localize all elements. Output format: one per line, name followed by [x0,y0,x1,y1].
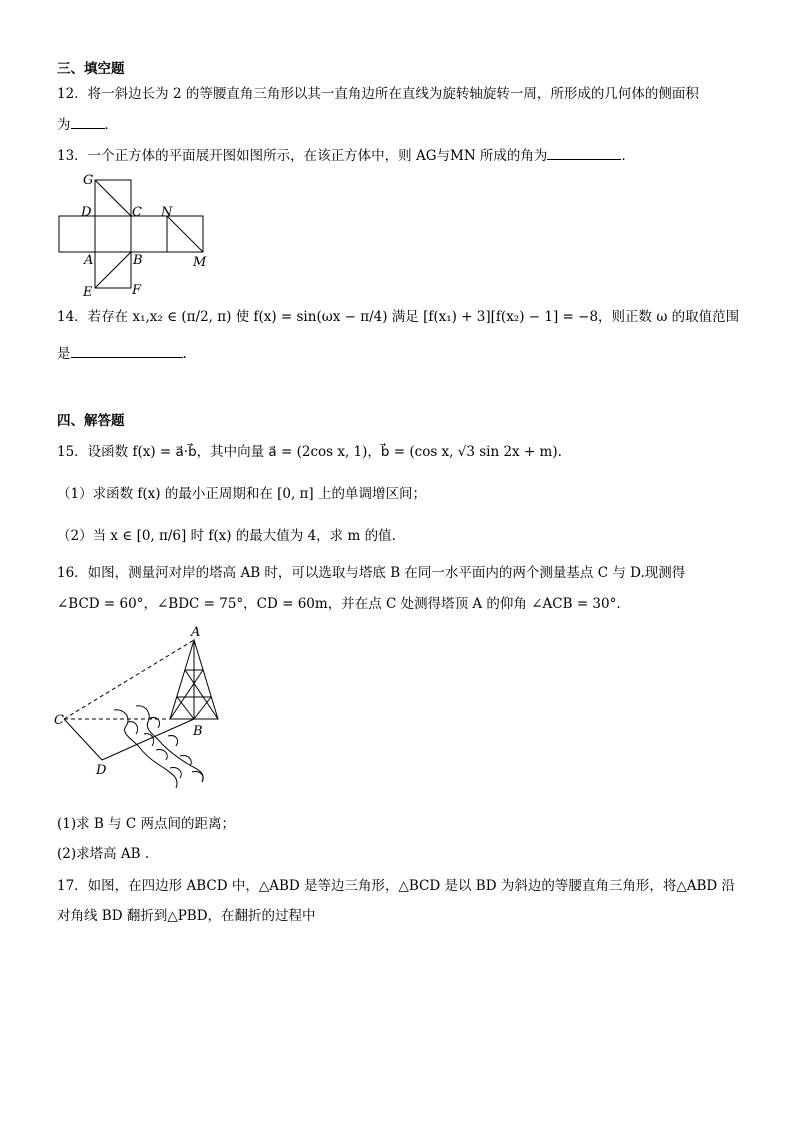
net-label-a: A [84,253,94,268]
section-4-heading: 四、解答题 [57,413,125,429]
net-label-f: F [132,283,142,298]
q14-prefix: 是 [57,346,71,362]
q13-line [57,145,635,166]
tower-figure [52,622,242,802]
tower-label-c: C [54,713,64,728]
q16-line2: ∠BCD = 60°，∠BDC = 75°，CD = 60m，并在点 C 处测得塔顶 A 的仰角 ∠ACB = 30°. [57,596,621,612]
q14-line2 [57,343,187,364]
net-label-g: G [83,173,94,188]
section-3-heading: 三、填空题 [57,61,125,77]
q15-part2: （2）当 x ∈ [0, π/6] 时 f(x) 的最大值为 4，求 m 的值. [57,528,396,544]
q12-suffix: ． [104,117,118,133]
net-label-b: B [133,253,143,268]
cube-net-figure [55,168,215,298]
tower-label-d: D [96,763,107,778]
q14-text: 14．若存在 x₁,x₂ ∈ (π/2, π) 使 f(x) = sin(ωx − π/4) 满足 [f(x₁) + 3][f(x₂) − 1] = −8，则正数 ω 的取值范围 [57,309,740,325]
net-label-e: E [83,285,93,298]
q15-stem: 15．设函数 f(x) = a⃗·b⃗，其中向量 a⃗ = (2cos x, 1)，b⃗ = (cos x, √3 sin 2x + m). [57,444,562,460]
q16-part2: (2)求塔高 AB . [57,846,150,862]
q16-line1: 16．如图，测量河对岸的塔高 AB 时，可以选取与塔底 B 在同一水平面内的两个测量基点 C 与 D.现测得 [57,565,686,581]
q12-line2 [57,114,118,135]
q12-prefix: 为 [57,117,71,133]
q17-line2: 对角线 BD 翻折到△PBD，在翻折的过程中 [57,908,316,924]
q12-answer-blank [71,114,105,129]
net-label-n: N [161,205,173,220]
q12-text: 12．将一斜边长为 2 的等腰直角三角形以其一直角边所在直线为旋转轴旋转一周，所形成的几何体的侧面积 [57,86,699,102]
net-label-d: D [81,205,92,220]
q13-suffix: ． [621,148,635,164]
tower-label-a: A [191,625,201,640]
q17-line1: 17．如图，在四边形 ABCD 中，△ABD 是等边三角形，△BCD 是以 BD 为斜边的等腰直角三角形，将△ABD 沿 [57,878,735,894]
q13-answer-blank [547,145,621,160]
q14-answer-blank [71,343,183,358]
q13-text: 13．一个正方体的平面展开图如图所示，在该正方体中，则 AG与MN 所成的角为 [57,148,548,164]
tower-label-b: B [193,724,203,739]
q14-suffix: . [182,346,187,362]
net-label-c: C [132,205,142,220]
q16-part1: (1)求 B 与 C 两点间的距离； [57,816,236,832]
q15-part1: （1）求函数 f(x) 的最小正周期和在 [0, π] 上的单调增区间； [57,486,426,502]
net-label-m: M [193,255,207,270]
